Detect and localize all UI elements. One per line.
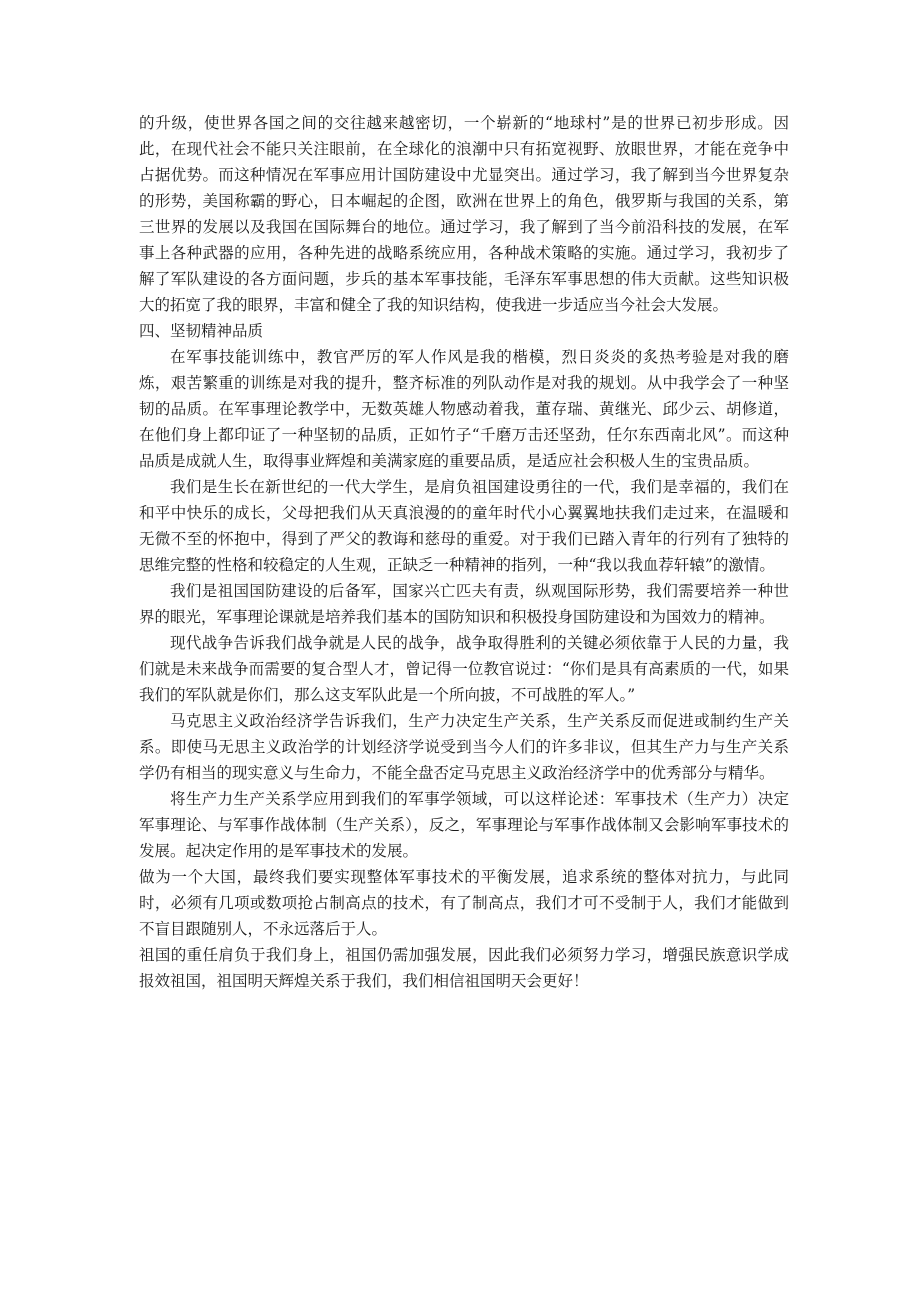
paragraph-6: 马克思主义政治经济学告诉我们，生产力决定生产关系，生产关系反而促进或制约生产关系。即使马无思主义政治学的计划经济学说受到当今人们的许多非议，但其生产力与生产关系学仍有相当的现实意义与生命力，不能全盘否定马克思主义政治经济学中的优秀部分与精华。	[139, 712, 789, 782]
section-heading-4: 四、坚韧精神品质	[139, 322, 264, 340]
paragraph-9: 祖国的重任肩负于我们身上，祖国仍需加强发展，因此我们必须努力学习，增强民族意识学成报效祖国，祖国明天辉煌关系于我们，我们相信祖国明天会更好！	[139, 946, 789, 990]
paragraph-1: 的升级，使世界各国之间的交往越来越密切，一个崭新的“地球村”是的世界已初步形成。因此，在现代社会不能只关注眼前，在全球化的浪潮中只有拓宽视野、放眼世界，才能在竞争中占据优势。而这种情况在军事应用计国防建设中尤显突出。通过学习，我了解到当今世界复杂的形势，美国称霸的野心，日本崛起的企图，欧洲在世界上的角色，俄罗斯与我国的关系，第三世界的发展以及我国在国际舞台的地位。通过学习，我了解到了当今前沿科技的发展，在军事上各种武器的应用，各种先进的战略系统应用，各种战术策略的实施。通过学习，我初步了解了军队建设的各方面问题，步兵的基本军事技能，毛泽东军事思想的伟大贡献。这些知识极大的拓宽了我的眼界，丰富和健全了我的知识结构，使我进一步适应当今社会大发展。	[139, 114, 789, 314]
paragraph-5: 现代战争告诉我们战争就是人民的战争，战争取得胜利的关键必须依靠于人民的力量，我们就是未来战争而需要的复合型人才，曾记得一位教官说过：“你们是具有高素质的一代，如果我们的军队就是你们，那么这支军队此是一个所向披，不可战胜的军人。”	[139, 634, 789, 704]
paragraph-7: 将生产力生产关系学应用到我们的军事学领域，可以这样论述：军事技术（生产力）决定军事理论、与军事作战体制（生产关系），反之，军事理论与军事作战体制又会影响军事技术的发展。起决定作用的是军事技术的发展。	[139, 790, 789, 860]
paragraph-2: 在军事技能训练中，教官严厉的军人作风是我的楷模，烈日炎炎的炙热考验是对我的磨炼，艰苦繁重的训练是对我的提升，整齐标准的列队动作是对我的规划。从中我学会了一种坚韧的品质。在军事理论教学中，无数英雄人物感动着我，董存瑞、黄继光、邱少云、胡修道，在他们身上都印证了一种坚韧的品质，正如竹子“千磨万击还坚劲，任尔东西南北风”。而这种品质是成就人生，取得事业辉煌和美满家庭的重要品质，是适应社会积极人生的宝贵品质。	[139, 348, 789, 470]
paragraph-3: 我们是生长在新世纪的一代大学生，是肩负祖国建设勇往的一代，我们是幸福的，我们在和平中快乐的成长，父母把我们从天真浪漫的的童年时代小心翼翼地扶我们走过来，在温暖和无微不至的怀抱中，得到了严父的教诲和慈母的重爱。对于我们已踏入青年的行列有了独特的思维完整的性格和较稳定的人生观，正缺乏一种精神的指列，一种“我以我血荐轩辕”的激情。	[139, 478, 789, 574]
document-body	[139, 110, 789, 994]
paragraph-8: 做为一个大国，最终我们要实现整体军事技术的平衡发展，追求系统的整体对抗力，与此同时，必须有几项或数项抢占制高点的技术，有了制高点，我们才可不受制于人，我们才能做到不盲目跟随别人，不永远落后于人。	[139, 868, 789, 938]
paragraph-4: 我们是祖国国防建设的后备军，国家兴亡匹夫有责，纵观国际形势，我们需要培养一种世界的眼光，军事理论课就是培养我们基本的国防知识和积极投身国防建设和为国效力的精神。	[139, 582, 789, 626]
